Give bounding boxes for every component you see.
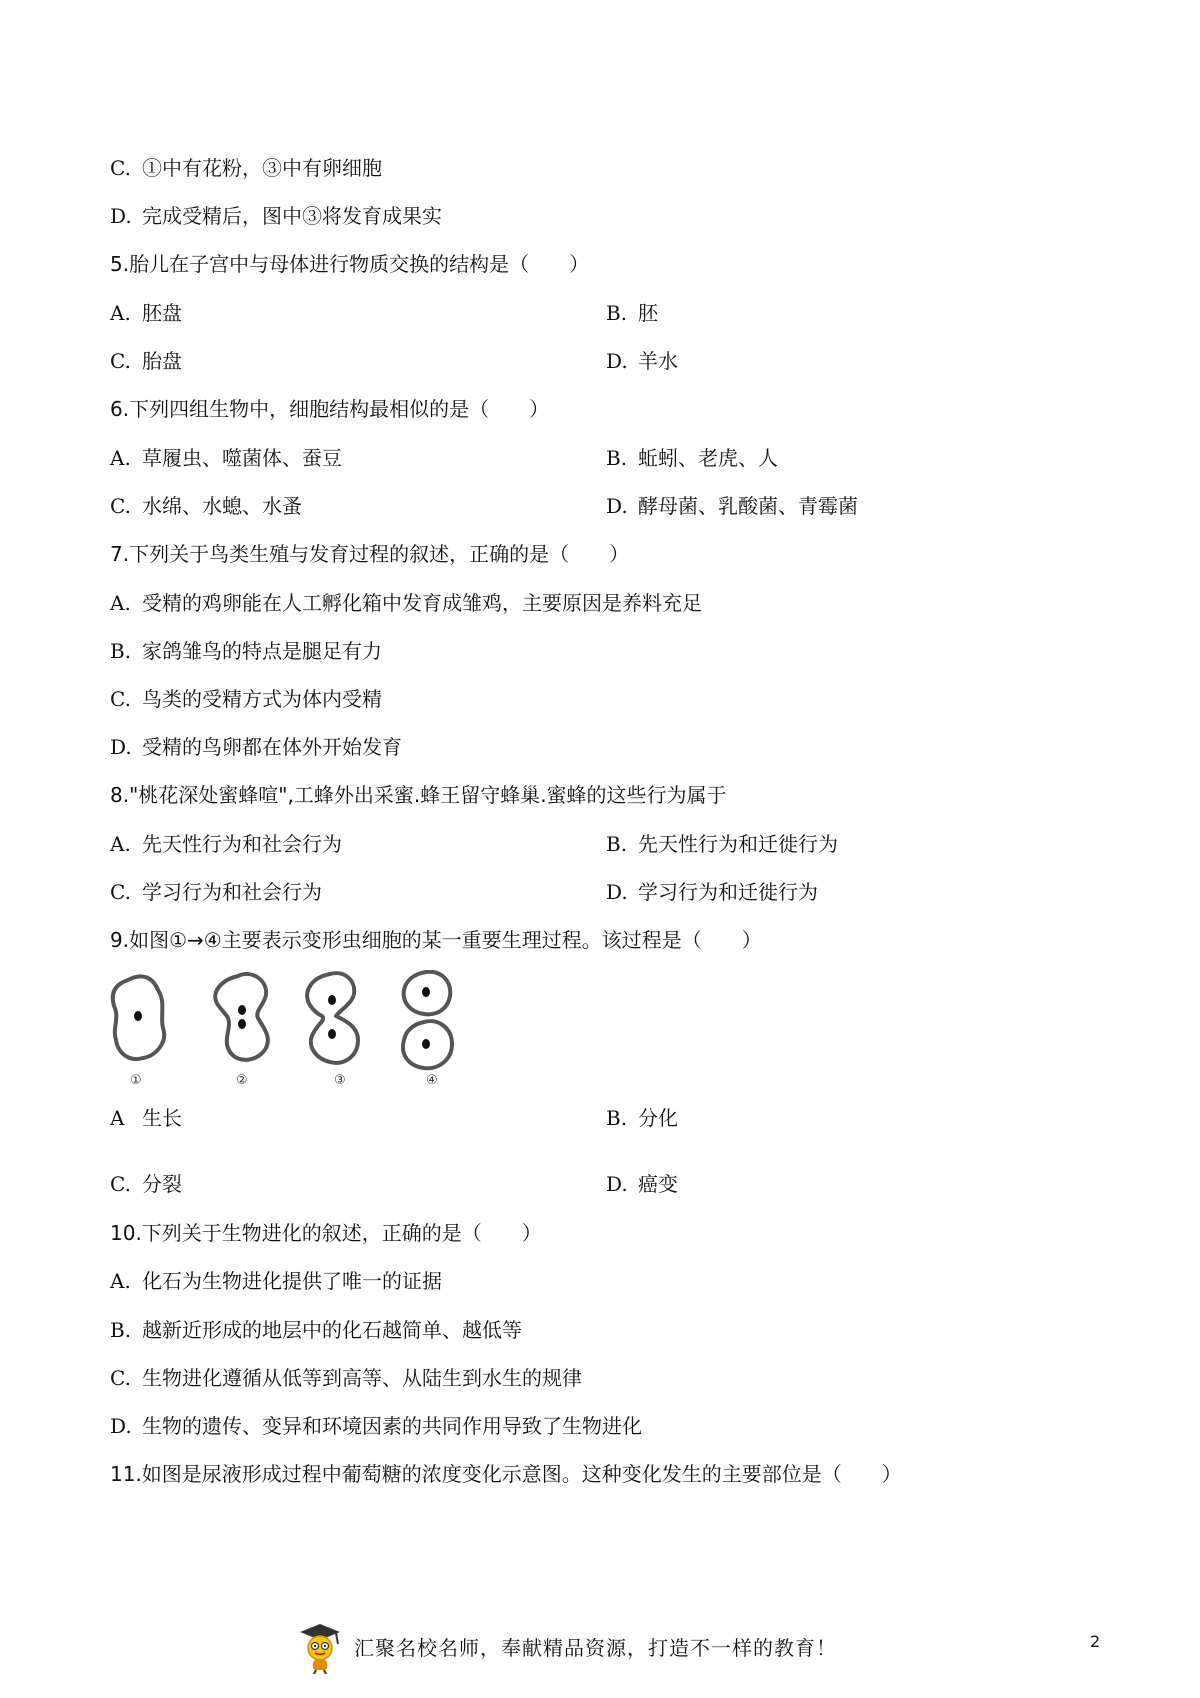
q10-option-a: A. 化石为生物进化提供了唯一的证据 — [110, 1269, 442, 1293]
q5-option-b: B. 胚 — [606, 301, 658, 325]
q4-option-c: C. ①中有花粉，③中有卵细胞 — [110, 156, 382, 180]
page-footer — [0, 1618, 1200, 1678]
nucleus-4a — [422, 987, 430, 997]
figure-label-3: ③ — [334, 1073, 346, 1088]
q8-option-d: D. 学习行为和迁徙行为 — [606, 880, 818, 904]
q4-option-d: D. 完成受精后，图中③将发育成果实 — [110, 204, 442, 228]
q8-option-a: A. 先天性行为和社会行为 — [110, 832, 342, 856]
q6-option-d: D. 酵母菌、乳酸菌、青霉菌 — [606, 494, 858, 518]
q7-option-a: A. 受精的鸡卵能在人工孵化箱中发育成雏鸡，主要原因是养料充足 — [110, 591, 702, 615]
q11-stem: 11.如图是尿液形成过程中葡萄糖的浓度变化示意图。这种变化发生的主要部位是（ ） — [110, 1462, 902, 1486]
q10-option-b: B. 越新近形成的地层中的化石越简单、越低等 — [110, 1318, 522, 1342]
q6-option-a: A. 草履虫、噬菌体、蚕豆 — [110, 446, 342, 470]
q8-stem: 8."桃花深处蜜蜂喧",工蜂外出采蜜.蜂王留守蜂巢.蜜蜂的这些行为属于 — [110, 783, 727, 807]
nucleus-2a — [238, 1005, 246, 1015]
q9-option-b: B. 分化 — [606, 1106, 678, 1130]
q8-option-c: C. 学习行为和社会行为 — [110, 880, 322, 904]
amoeba-cell-2 — [215, 974, 268, 1060]
q5-option-d: D. 羊水 — [606, 349, 678, 373]
page-number: 2 — [1090, 1632, 1101, 1651]
nucleus-3a — [328, 995, 336, 1005]
q6-stem: 6.下列四组生物中，细胞结构最相似的是（ ） — [110, 397, 550, 421]
q7-stem: 7.下列关于鸟类生殖与发育过程的叙述，正确的是（ ） — [110, 542, 630, 566]
graduate-mascot-icon — [296, 1622, 344, 1674]
figure-label-2: ② — [236, 1073, 248, 1088]
figure-label-4: ④ — [426, 1073, 438, 1088]
nucleus-3b — [328, 1029, 336, 1039]
q6-option-b: B. 蚯蚓、老虎、人 — [606, 446, 778, 470]
figure-label-1: ① — [130, 1073, 142, 1088]
q7-option-d: D. 受精的鸟卵都在体外开始发育 — [110, 735, 402, 759]
q10-stem: 10.下列关于生物进化的叙述，正确的是（ ） — [110, 1221, 542, 1245]
nucleus-1 — [134, 1011, 142, 1021]
q10-option-c: C. 生物进化遵循从低等到高等、从陆生到水生的规律 — [110, 1366, 582, 1390]
q9-option-d: D. 癌变 — [606, 1172, 678, 1196]
q7-option-b: B. 家鸽雏鸟的特点是腿足有力 — [110, 639, 382, 663]
amoeba-division-figure — [108, 970, 488, 1090]
q10-option-d: D. 生物的遗传、变异和环境因素的共同作用导致了生物进化 — [110, 1414, 642, 1438]
q9-option-c: C. 分裂 — [110, 1172, 182, 1196]
q6-option-c: C. 水绵、水螅、水蚤 — [110, 494, 302, 518]
q5-stem: 5.胎儿在子宫中与母体进行物质交换的结构是（ ） — [110, 252, 590, 276]
q9-stem: 9.如图①→④主要表示变形虫细胞的某一重要生理过程。该过程是（ ） — [110, 928, 762, 952]
q9-option-a: A 生长 — [110, 1106, 182, 1130]
q7-option-c: C. 鸟类的受精方式为体内受精 — [110, 687, 382, 711]
q8-option-b: B. 先天性行为和迁徙行为 — [606, 832, 838, 856]
nucleus-2b — [238, 1019, 246, 1029]
nucleus-4b — [422, 1039, 430, 1049]
amoeba-cell-3 — [307, 973, 358, 1063]
q5-option-c: C. 胎盘 — [110, 349, 182, 373]
q5-option-a: A. 胚盘 — [110, 301, 182, 325]
footer-slogan: 汇聚名校名师，奉献精品资源，打造不一样的教育！ — [354, 1636, 837, 1660]
